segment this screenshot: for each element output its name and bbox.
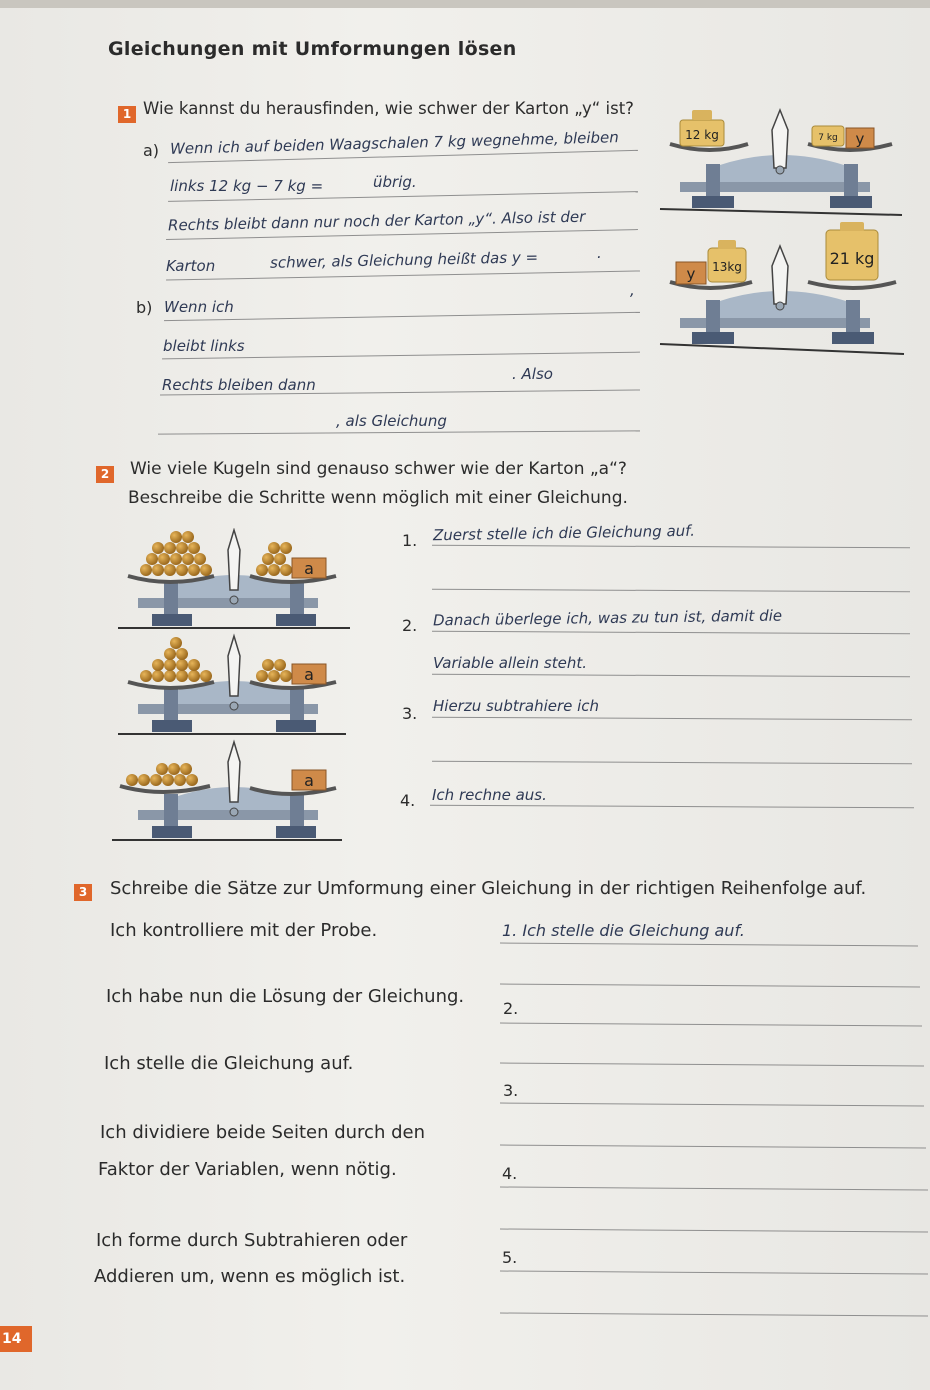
answer-line — [500, 1063, 924, 1067]
balance-scales-task1 — [640, 100, 910, 365]
balance-scales-task2 — [110, 528, 360, 846]
page-title: Gleichungen mit Umformungen lösen — [108, 38, 517, 60]
task2-step2-num: 2. — [402, 616, 418, 635]
balance-scale-a3 — [112, 742, 342, 840]
scale2-box-label: y — [686, 265, 696, 283]
scale2-left-weight: 13kg — [712, 260, 742, 274]
task2-question: Wie viele Kugeln sind genauso schwer wie der Karton „a“? — [130, 459, 627, 479]
task3-answer-1: 1. Ich stelle die Gleichung auf. — [502, 921, 745, 940]
task1-b-line3b: . Also — [512, 365, 553, 383]
answer-line — [166, 270, 640, 280]
answer-line — [500, 984, 920, 988]
task1-a-label: a) — [143, 141, 160, 160]
task1-a-line1: Wenn ich auf beiden Waagschalen 7 kg wegnehme, bleiben — [169, 128, 620, 158]
task2-step3-text: Hierzu subtrahiere ich — [433, 697, 600, 715]
task2-step3-num: 3. — [402, 704, 418, 723]
answer-line — [500, 1271, 928, 1275]
task3-sentence-1: Ich kontrolliere mit der Probe. — [110, 920, 378, 941]
task3-sentence-3: Ich stelle die Gleichung auf. — [104, 1053, 354, 1074]
scale-a1-box: a — [304, 559, 314, 578]
answer-line — [432, 589, 910, 593]
answer-line — [432, 674, 910, 678]
answer-line — [432, 545, 910, 549]
top-strip — [0, 0, 930, 8]
task2-step4-text: Ich rechne aus. — [432, 786, 547, 804]
task3-question: Schreibe die Sätze zur Umformung einer Gleichung in der richtigen Reihenfolge auf. — [110, 878, 867, 899]
task1-a-line2b: übrig. — [373, 173, 417, 191]
task3-sentence-2: Ich habe nun die Lösung der Gleichung. — [106, 986, 465, 1007]
task1-b-label: b) — [136, 298, 153, 317]
task3-sentence-4a: Ich dividiere beide Seiten durch den — [100, 1122, 425, 1143]
task2-step2-text: Danach überlege ich, was zu tun ist, damit die — [432, 606, 783, 630]
scale1-box-label: y — [855, 130, 865, 148]
answer-line — [500, 1229, 928, 1233]
answer-line — [500, 1187, 928, 1191]
page-number: 14 — [0, 1326, 32, 1352]
answer-line — [164, 312, 640, 321]
task2-subtitle: Beschreibe die Schritte wenn möglich mit einer Gleichung. — [128, 488, 628, 508]
task3-answer-3: 3. — [503, 1081, 519, 1100]
answer-line — [500, 943, 918, 947]
answer-line — [432, 761, 912, 765]
task3-sentence-5b: Addieren um, wenn es möglich ist. — [94, 1266, 406, 1287]
answer-line — [432, 631, 910, 635]
task1-b-line4: , als Gleichung — [336, 412, 447, 430]
balance-scale-1 — [660, 110, 902, 215]
answer-line — [500, 1103, 924, 1107]
balance-scale-2 — [660, 222, 904, 354]
task1-b-line1end: , — [630, 281, 635, 299]
task1-number: 1 — [118, 106, 136, 123]
answer-line — [500, 1023, 922, 1027]
answer-line — [500, 1313, 928, 1317]
task3-sentence-4b: Faktor der Variablen, wenn nötig. — [98, 1159, 397, 1180]
task2-number: 2 — [96, 466, 114, 483]
task1-a-line3: Rechts bleibt dann nur noch der Karton „y“. Also ist der — [167, 207, 586, 235]
task2-step1-num: 1. — [402, 531, 418, 550]
task1-a-line4c: . — [597, 244, 602, 262]
scale2-right-weight: 21 kg — [829, 249, 875, 268]
task2-step1-text: Zuerst stelle ich die Gleichung auf. — [432, 521, 696, 545]
scale-a2-box: a — [304, 665, 314, 684]
task3-answer-2: 2. — [503, 999, 519, 1018]
task1-a-line4a: Karton — [166, 257, 216, 275]
task2-step2-text2: Variable allein steht. — [433, 654, 587, 672]
scale1-left-weight: 12 kg — [685, 128, 719, 142]
balance-scale-a2 — [118, 636, 346, 734]
balance-scale-a1 — [118, 530, 350, 628]
task1-b-line2: bleibt links — [163, 337, 245, 355]
answer-line — [432, 717, 912, 721]
task3-sentence-5a: Ich forme durch Subtrahieren oder — [96, 1230, 408, 1251]
task1-a-line4b: schwer, als Gleichung heißt das y = — [269, 248, 539, 272]
answer-line — [158, 430, 640, 434]
task1-question: Wie kannst du herausfinden, wie schwer der Karton „y“ ist? — [143, 99, 634, 118]
task3-answer-4: 4. — [502, 1164, 518, 1183]
task2-step4-num: 4. — [400, 791, 416, 810]
task1-b-line1: Wenn ich — [164, 298, 234, 316]
scale1-right-weight: 7 kg — [818, 133, 838, 143]
task3-answer-5: 5. — [502, 1248, 518, 1267]
answer-line — [430, 805, 914, 809]
scale-a3-box: a — [304, 771, 314, 790]
answer-line — [500, 1145, 926, 1149]
task1-a-line2a: links 12 kg − 7 kg = — [170, 177, 324, 195]
task3-number: 3 — [74, 884, 92, 901]
task1-b-line3a: Rechts bleiben dann — [162, 376, 316, 394]
